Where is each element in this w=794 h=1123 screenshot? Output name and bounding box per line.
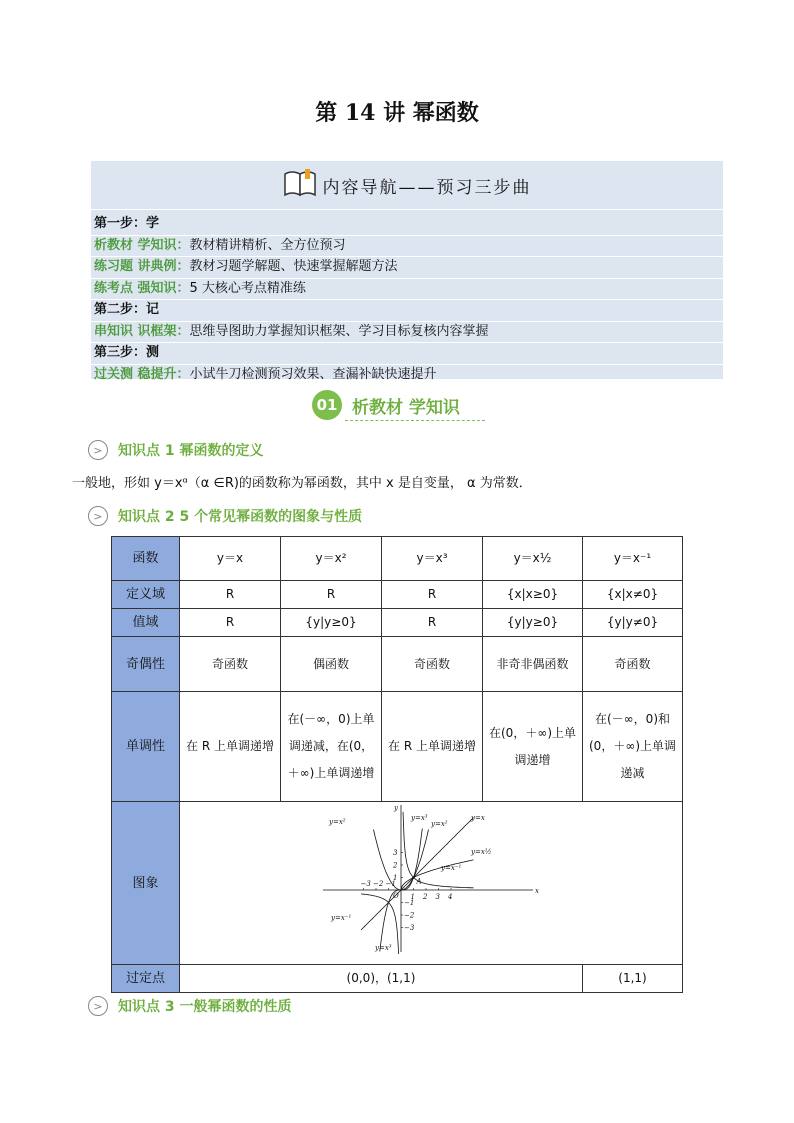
table-cell: 奇函数 <box>180 637 281 692</box>
nav-row-key: 析教材 学知识： <box>94 237 190 253</box>
table-cell: 非奇非偶函数 <box>483 637 583 692</box>
nav-step-label: 第一步：学 <box>94 216 160 231</box>
nav-row <box>91 300 723 322</box>
chevron-right-icon: > <box>88 440 108 460</box>
graph-cell <box>180 802 683 965</box>
table-cell: {x|x≥0} <box>483 581 583 609</box>
knowledge-point-3 <box>88 996 292 1016</box>
table-cell: R <box>180 581 281 609</box>
y-tick-label: 1 <box>393 874 398 882</box>
curve-label: y=x⁻¹ <box>331 914 352 922</box>
table-cell: R <box>382 609 483 637</box>
point-a-label: A <box>416 877 422 886</box>
table-cell: 在 R 上单调递增 <box>382 692 483 802</box>
kp2-title: 知识点 2 5 个常见幂函数的图象与性质 <box>118 509 363 525</box>
table-cell: 定义域 <box>112 581 180 609</box>
table-cell: {y|y≠0} <box>583 609 683 637</box>
nav-row-text: 思维导图助力掌握知识框架、学习目标复核内容掌握 <box>189 323 489 339</box>
table-cell: 在(－∞，0)上单调递减，在(0，＋∞)上单调递增 <box>281 692 382 802</box>
kp1-title: 知识点 1 幂函数的定义 <box>118 443 264 459</box>
table-row <box>112 692 683 802</box>
y-tick-label: 2 <box>393 861 398 870</box>
curve-label: y=x⁻¹ <box>441 864 462 872</box>
nav-row-key: 过关测 稳提升： <box>94 366 190 382</box>
nav-row <box>91 257 723 279</box>
y-tick-label: −2 <box>404 911 415 920</box>
nav-row-text: 教材精讲精析、全方位预习 <box>189 237 346 253</box>
curve-label: y=x½ <box>471 848 492 856</box>
table-cell: R <box>281 581 382 609</box>
x-tick-label: 4 <box>448 893 453 901</box>
nav-row-text: 5 大核心考点精准练 <box>189 280 306 296</box>
table-row <box>112 965 683 993</box>
table-cell: 在(0，＋∞)上单调递增 <box>483 692 583 802</box>
section-number: 01 <box>312 390 342 420</box>
knowledge-point-2 <box>88 506 362 526</box>
table-cell: (1,1) <box>583 965 683 993</box>
x-tick-label: 2 <box>423 893 428 901</box>
table-cell: 在 R 上单调递增 <box>180 692 281 802</box>
curve-label: y=x³ <box>411 814 428 822</box>
curve-label: y=x² <box>431 820 448 828</box>
x-tick-label: −1 <box>385 880 396 888</box>
nav-row-key: 练考点 强知识： <box>94 280 190 296</box>
table-cell: 在(－∞，0)和(0，＋∞)上单调递减 <box>583 692 683 802</box>
nav-step-label: 第二步：记 <box>94 302 160 317</box>
page-title: 第 14 讲 幂函数 <box>315 100 479 126</box>
section-heading <box>312 390 460 420</box>
nav-row <box>91 236 723 258</box>
table-cell: 奇偶性 <box>112 637 180 692</box>
point-a-marker <box>412 876 415 879</box>
table-cell: 奇函数 <box>382 637 483 692</box>
y-tick-label: −3 <box>404 924 415 932</box>
table-row <box>112 581 683 609</box>
table-cell: y＝x³ <box>382 537 483 581</box>
nav-header <box>91 161 723 210</box>
table-cell: y＝x⁻¹ <box>583 537 683 581</box>
power-function-table <box>111 536 683 993</box>
curve-label: y=x² <box>329 818 346 826</box>
x-tick-label: −2 <box>373 880 384 888</box>
table-cell: y＝x² <box>281 537 382 581</box>
chevron-right-icon: > <box>88 506 108 526</box>
curve-label: y=x³ <box>375 944 392 952</box>
kp1-definition: 一般地，形如 y＝xᵅ（α ∈R)的函数称为幂函数，其中 x 是自变量， α 为常数． <box>72 476 532 491</box>
section-underline <box>345 420 485 421</box>
table-cell: 奇函数 <box>583 637 683 692</box>
content-navigation <box>91 161 723 382</box>
table-cell: {y|y≥0} <box>483 609 583 637</box>
table-cell: R <box>180 609 281 637</box>
x-tick-label: −3 <box>360 880 371 888</box>
nav-row-text: 小试牛刀检测预习效果、查漏补缺快速提升 <box>189 366 437 382</box>
x-axis-label: x <box>535 887 539 895</box>
x-tick-label: 3 <box>435 893 440 901</box>
nav-row-text: 教材习题学解题、快速掌握解题方法 <box>189 259 398 274</box>
y-axis-label: y <box>394 804 398 812</box>
table-cell: 过定点 <box>112 965 180 993</box>
nav-row <box>91 279 723 301</box>
nav-rows <box>91 214 723 386</box>
table-row <box>112 802 683 965</box>
table-cell: {y|y≥0} <box>281 609 382 637</box>
nav-row <box>91 343 723 365</box>
table-cell: 函数 <box>112 537 180 581</box>
table-row <box>112 537 683 581</box>
table-cell: 值域 <box>112 609 180 637</box>
curve-y-equals-x <box>361 818 474 931</box>
x-tick-label: 1 <box>410 893 415 901</box>
nav-row-key: 练习题 讲典例： <box>94 259 190 274</box>
nav-step-label: 第三步：测 <box>94 345 160 360</box>
curve-label: y=x <box>471 814 485 822</box>
section-title: 析教材 学知识 <box>352 397 460 418</box>
knowledge-point-1 <box>88 440 264 460</box>
table-cell: (0,0)，(1,1) <box>180 965 583 993</box>
table-cell: 图象 <box>112 802 180 965</box>
book-icon <box>283 168 317 202</box>
nav-row <box>91 214 723 236</box>
table-cell: R <box>382 581 483 609</box>
nav-row-key: 串知识 识框架： <box>94 323 190 339</box>
table-row <box>112 609 683 637</box>
table-cell: y＝x½ <box>483 537 583 581</box>
kp3-title: 知识点 3 一般幂函数的性质 <box>118 999 292 1015</box>
y-tick-label: −1 <box>404 899 415 907</box>
table-row <box>112 637 683 692</box>
y-tick-label: 3 <box>393 849 398 857</box>
table-cell: y＝x <box>180 537 281 581</box>
power-function-graph <box>321 802 541 954</box>
table-cell: 偶函数 <box>281 637 382 692</box>
nav-header-label: 内容导航——预习三步曲 <box>322 177 532 198</box>
nav-row <box>91 365 723 387</box>
table-cell: 单调性 <box>112 692 180 802</box>
table-cell: {x|x≠0} <box>583 581 683 609</box>
chevron-right-icon: > <box>88 996 108 1016</box>
nav-row <box>91 322 723 344</box>
origin-label: O <box>393 892 399 900</box>
